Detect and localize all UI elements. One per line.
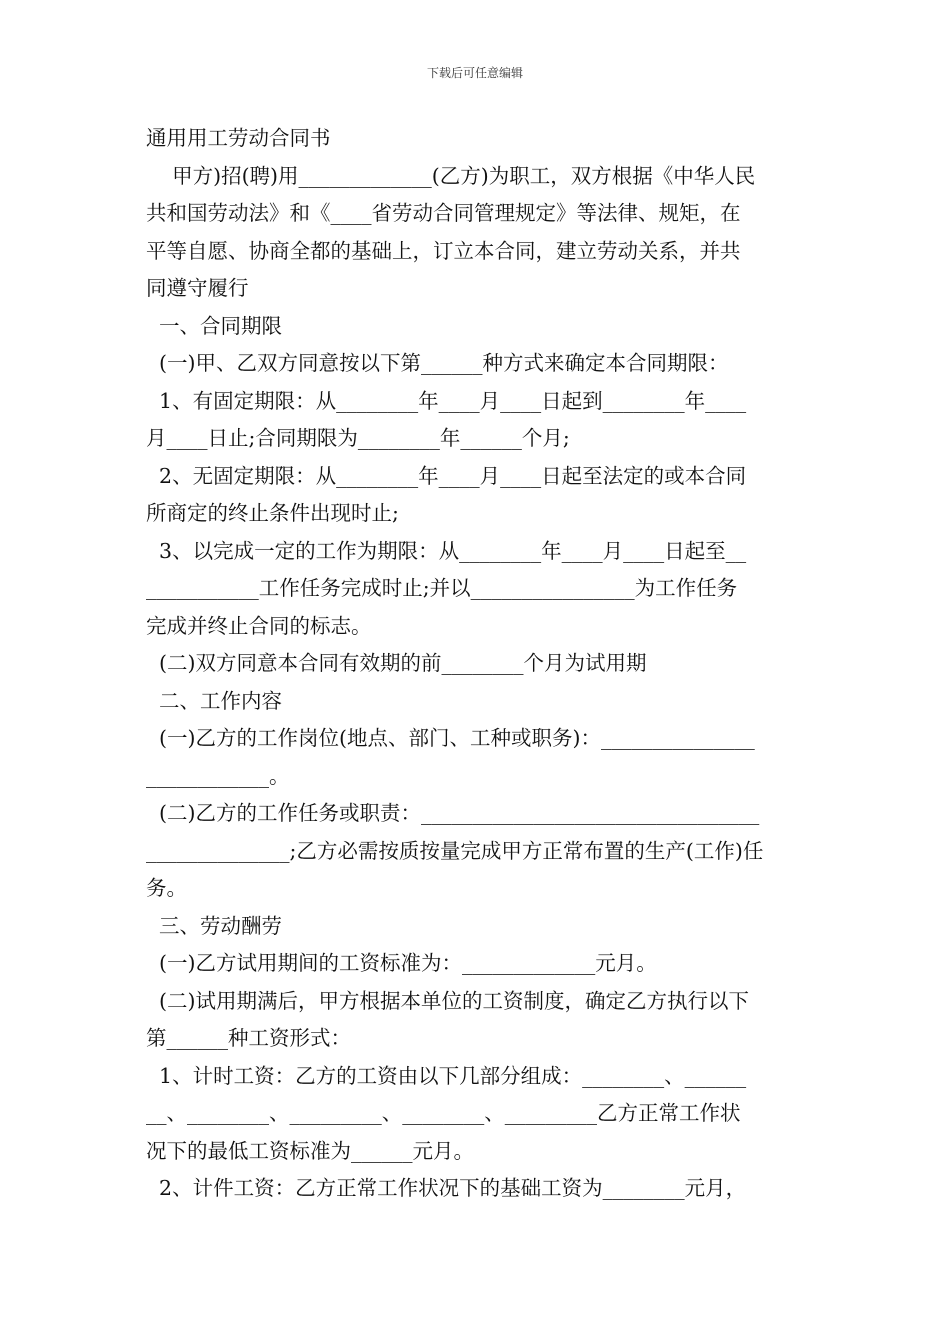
body-line: 甲方)招(聘)用_____________(乙方)为职工，双方根据《中华人民 — [146, 163, 756, 188]
contract-title: 通用用工劳动合同书 — [146, 126, 331, 150]
body-line: (一)乙方的工作岗位(地点、部门、工种或职务)：_______________ — [146, 726, 755, 750]
body-line: 完成并终止合同的标志。 — [146, 613, 372, 638]
body-line: 2、计件工资：乙方正常工作状况下的基础工资为________元月， — [146, 1176, 747, 1200]
body-line: ____________。 — [146, 763, 290, 788]
section-heading: 三、劳动酬劳 — [146, 913, 283, 938]
body-line: 1、计时工资：乙方的工资由以下几部分组成：________、______ — [146, 1063, 747, 1088]
body-line: (一)乙方试用期间的工资标准为：_____________元月。 — [146, 951, 657, 975]
section-heading: 二、工作内容 — [146, 688, 283, 713]
section-heading: 一、合同期限 — [146, 313, 283, 338]
body-line: 平等自愿、协商全都的基础上，订立本合同，建立劳动关系，并共 — [146, 238, 741, 263]
body-line: 况下的最低工资标准为______元月。 — [146, 1138, 474, 1163]
body-line: 同遵守履行 — [146, 276, 249, 300]
body-line: 2、无固定期限：从________年____月____日起至法定的或本合同 — [146, 463, 747, 488]
body-line: 3、以完成一定的工作为期限：从________年____月____日起至__ — [146, 538, 747, 563]
body-line: 共和国劳动法》和《____省劳动合同管理规定》等法律、规矩，在 — [146, 201, 741, 225]
body-line: __、________、_________、________、_________乙方正常工作状 — [146, 1101, 741, 1125]
body-line: (二)试用期满后，甲方根据本单位的工资制度，确定乙方执行以下 — [146, 988, 750, 1013]
body-line: 所商定的终止条件出现时止; — [146, 501, 399, 525]
body-line: 务。 — [146, 876, 187, 900]
body-line: 第______种工资形式： — [146, 1026, 351, 1050]
body-line: ______________;乙方必需按质按量完成甲方正常布置的生产(工作)任 — [146, 838, 764, 863]
body-line: (二)乙方的工作任务或职责：_________________________________ — [146, 801, 760, 825]
page-header: 下载后可任意编辑 — [426, 66, 523, 80]
contract-body — [146, 120, 806, 1208]
body-line: 1、有固定期限：从________年____月____日起到________年____ — [146, 388, 747, 413]
body-line: (二)双方同意本合同有效期的前________个月为试用期 — [146, 651, 647, 675]
body-line: (一)甲、乙双方同意按以下第______种方式来确定本合同期限： — [146, 351, 729, 375]
body-line: ___________工作任务完成时止;并以________________为工作任务 — [146, 576, 738, 600]
body-line: 月____日止;合同期限为________年______个月; — [146, 426, 570, 450]
